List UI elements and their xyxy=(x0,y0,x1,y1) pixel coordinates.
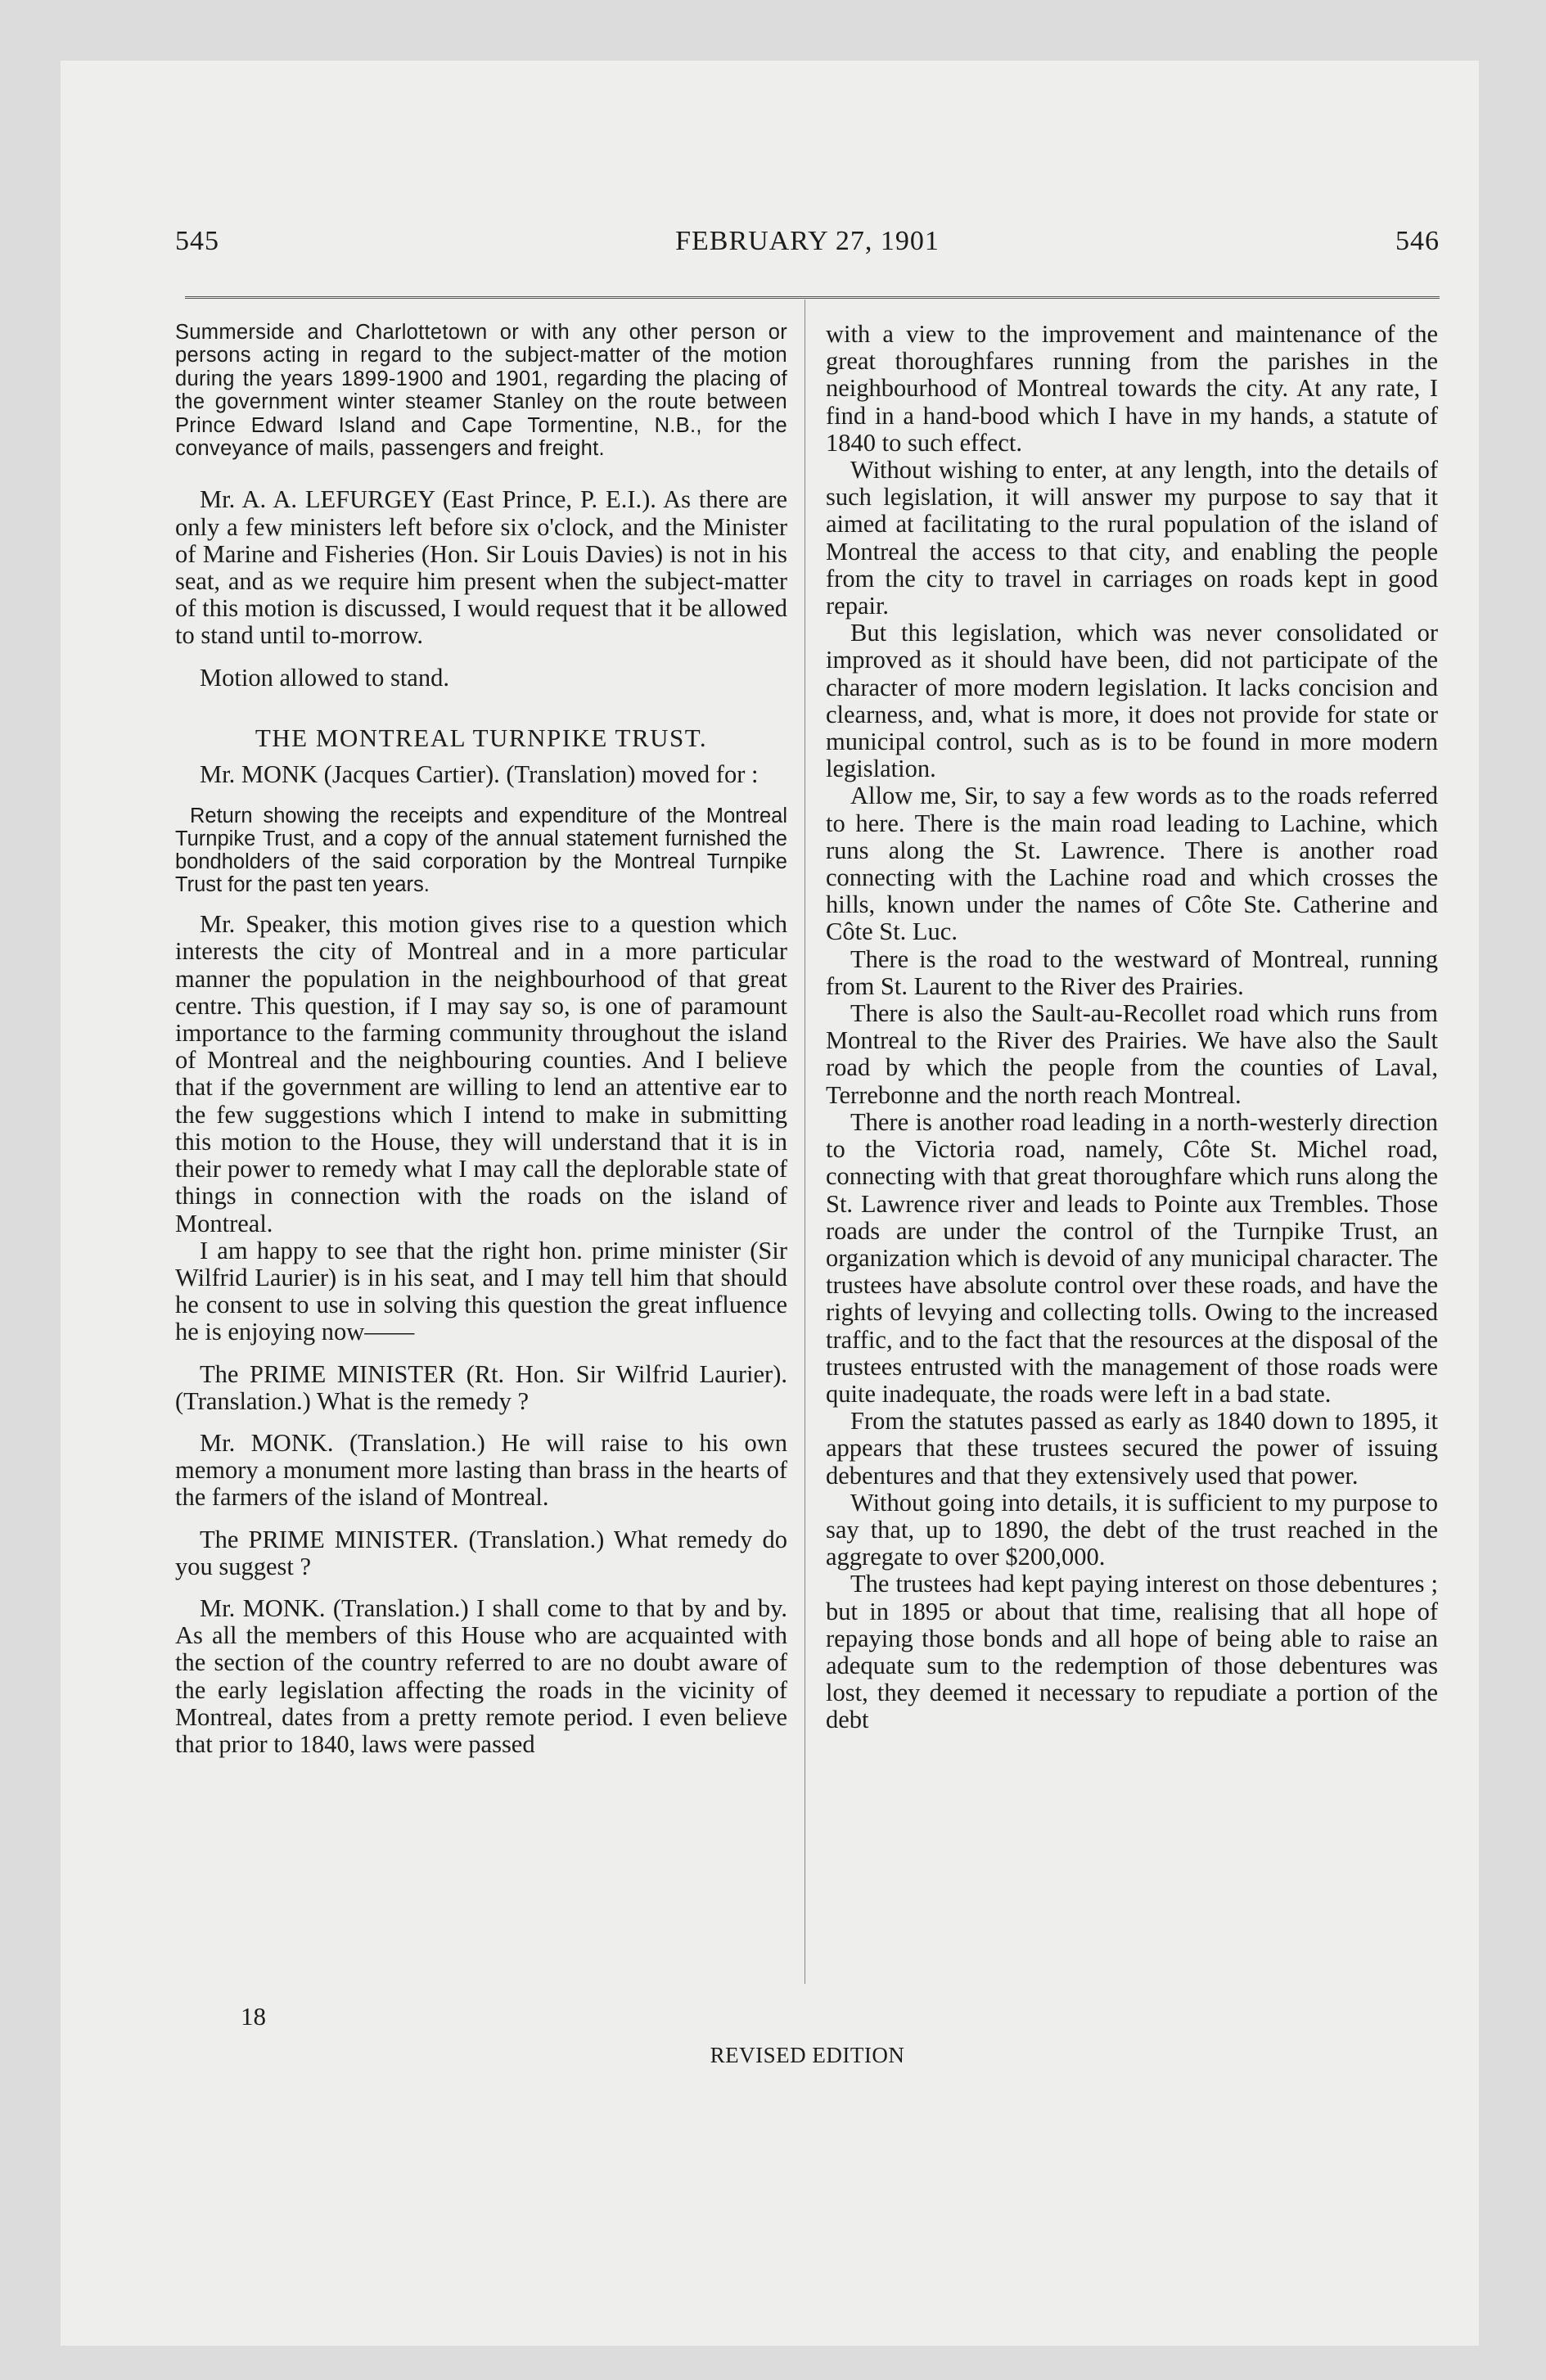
paragraph: There is the road to the westward of Montreal, running from St. Laurent to the River des Prairies. xyxy=(826,944,1438,1000)
paragraph: Mr. MONK (Jacques Cartier). (Translation) moved for : xyxy=(200,760,759,789)
paragraph: with a view to the improvement and maintenance of the great thoroughfares running from the parishes in the neighbourhood of Montreal towards the city. At any rate, I find in a hand-bood which I have in my hands, a statute of 1840 to such effect. xyxy=(826,320,1438,457)
paragraph: Allow me, Sir, to say a few words as to the roads referred to here. There is the main road leading to Lachine, which runs along the St. Lawrence. There is another road connecting with the Lachine road and which crosses the hills, known under the names of Côte Ste. Catherine and Côte St. Luc. xyxy=(826,782,1438,946)
paragraph: I am happy to see that the right hon. prime minister (Sir Wilfrid Laurier) is in his seat, and I may tell him that should he consent to use in solving this question the great influence he is enjoying now—— xyxy=(175,1236,787,1346)
paragraph: Mr. MONK. (Translation.) He will raise to his own memory a monument more lasting than brass in the hearts of the farmers of the island of Montreal. xyxy=(175,1428,787,1512)
paragraph: Motion allowed to stand. xyxy=(200,663,449,692)
paragraph: Mr. MONK. (Translation.) I shall come to that by and by. As all the members of this House who are acquainted with the section of the country referred to are no doubt aware of the early legislation affecting the roads in the vicinity of Montreal, dates from a pretty remote period. I even believe that prior to 1840, laws were passed xyxy=(175,1593,787,1758)
signature-number: 18 xyxy=(241,2002,266,2031)
scanned-page-background xyxy=(61,61,1479,2346)
header-rule xyxy=(185,296,1440,299)
right-column xyxy=(826,321,1438,1734)
paragraph: Without wishing to enter, at any length, into the details of such legislation, it will answer my purpose to say that it aimed at facilitating to the rural population of the island of Montreal the access to that city, and enabling the people from the city to travel in carriages on roads kept in good repair. xyxy=(826,456,1438,620)
page-number-right: 546 xyxy=(1395,226,1440,256)
paragraph: The PRIME MINISTER. (Translation.) What remedy do you suggest ? xyxy=(175,1525,787,1580)
hansard-page xyxy=(175,175,1440,2336)
page-header xyxy=(175,226,1440,267)
paragraph: Without going into details, it is sufficient to my purpose to say that, up to 1890, the debt of the trust reached in the aggregate to over $200,000. xyxy=(826,1488,1438,1571)
revised-edition-footer: REVISED EDITION xyxy=(710,2043,905,2067)
paragraph: Mr. Speaker, this motion gives rise to a question which interests the city of Montreal and in a more particular manner the population in the neighbourhood of that great centre. This question, if I may say so, is one of paramount importance to the farming community throughout the island of Montreal and the neighbouring counties. And I believe that if the government are willing to lend an attentive ear to the few suggestions which I intend to make in submitting this motion to the House, they will understand that it is in their power to remedy what I may call the deplorable state of things in connection with the roads on the island of Montreal. xyxy=(175,910,787,1237)
paragraph: There is also the Sault-au-Recollet road which runs from Montreal to the River des Prairies. We have also the Sault road by which the people from the counties of Laval, Terrebonne and the north reach Montreal. xyxy=(826,999,1438,1109)
page-date: FEBRUARY 27, 1901 xyxy=(675,226,940,256)
paragraph: The trustees had kept paying interest on those debentures ; but in 1895 or about that time, realising that all hope of repaying those bonds and all hope of being able to raise an adequate sum to the redemption of those debentures was lost, they deemed it necessary to repudiate a portion of the debt xyxy=(826,1570,1438,1734)
paragraph: The PRIME MINISTER (Rt. Hon. Sir Wilfrid Laurier). (Translation.) What is the remedy ? xyxy=(175,1359,787,1415)
page-number-left: 545 xyxy=(175,226,219,256)
paragraph: But this legislation, which was never consolidated or improved as it should have been, did not participate of the character of more modern legislation. It lacks concision and clearness, and, what is more, it does not provide for state or municipal control, such as is to be found in more modern legislation. xyxy=(826,619,1438,783)
left-column xyxy=(175,321,787,1758)
paragraph: From the statutes passed as early as 1840 down to 1895, it appears that these trustees secured the power of issuing debentures and that they extensively used that power. xyxy=(826,1407,1438,1490)
quoted-motion: Return showing the receipts and expenditure of the Montreal Turnpike Trust, and a copy of the annual statement furnished the bondholders of the said corporation by the Montreal Turnpike Trust for the past ten years. xyxy=(175,805,787,897)
motion-text: Summerside and Charlottetown or with any other person or persons acting in regard to the subject-matter of the motion during the years 1899-1900 and 1901, regarding the placing of the government winter steamer Stanley on the route between Prince Edward Island and Cape Tormentine, N.B., for the conveyance of mails, passengers and freight. xyxy=(175,321,787,461)
paragraph: There is another road leading in a north-westerly direction to the Victoria road, namely, Côte St. Michel road, connecting with that great thoroughfare which runs along the St. Lawrence river and leads to Pointe aux Trembles. Those roads are under the control of the Turnpike Trust, an organization which is devoid of any municipal character. The trustees have absolute control over these roads, and have the rights of levying and collecting tolls. Owing to the increased traffic, and to the fact that the resources at the disposal of the trustees entrusted with the management of those roads were quite inadequate, the roads were left in a bad state. xyxy=(826,1107,1438,1408)
section-heading: THE MONTREAL TURNPIKE TRUST. xyxy=(255,723,708,752)
paragraph: Mr. A. A. LEFURGEY (East Prince, P. E.I.). As there are only a few ministers left before six o'clock, and the Minister of Marine and Fisheries (Hon. Sir Louis Davies) is not in his seat, and as we require him present when the subject-matter of this motion is discussed, I would request that it be allowed to stand until to-morrow. xyxy=(175,485,787,650)
